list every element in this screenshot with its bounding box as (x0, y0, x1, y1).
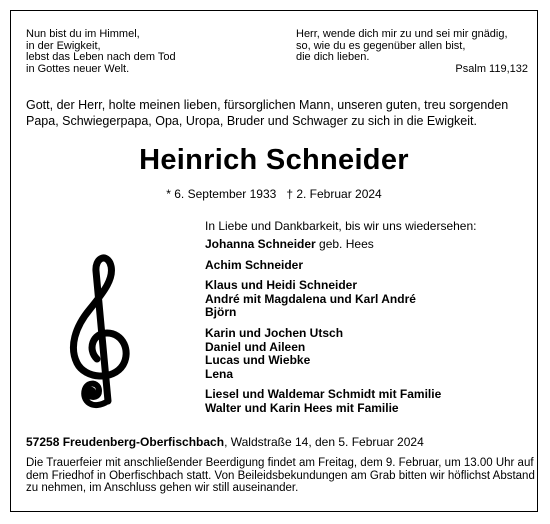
funeral-line: dem Friedhof in Oberfischbach statt. Von Beileidsbekundungen am Grab bitten wir höflichst Abstand (26, 469, 535, 482)
mourner-line: Lucas und Wiebke (205, 353, 311, 368)
address-place: 57258 Freudenberg-Oberfischbach (26, 435, 225, 449)
mourner-group (205, 388, 525, 415)
verse-right-line: so, wie du es gegenüber allen bist, (296, 39, 466, 52)
treble-clef-icon (63, 251, 135, 411)
intro-line: Gott, der Herr, holte meinen lieben, fürsorglichen Mann, unseren guten, treu sorgenden (26, 98, 509, 112)
mourner-group (205, 259, 525, 273)
mourner-group (205, 327, 525, 381)
deceased-name: Heinrich Schneider (139, 144, 409, 176)
verse-left-line: in der Ewigkeit, (26, 39, 101, 52)
intro-text (26, 97, 531, 129)
mourner-group (205, 238, 525, 252)
intro-line: Papa, Schwiegerpapa, Opa, Uropa, Bruder und Schwager zu sich in die Ewigkeit. (26, 114, 477, 128)
obituary-notice (10, 10, 538, 512)
mourner-line (205, 238, 525, 252)
funeral-line: Die Trauerfeier mit anschließender Beerdigung findet am Freitag, dem 9. Februar, um 13.00 Uhr auf (26, 457, 534, 469)
verse-left-line: Nun bist du im Himmel, (26, 28, 140, 40)
verse-left-line: lebst das Leben nach dem Tod (26, 51, 176, 63)
verse-right-line: die dich lieben. (296, 51, 370, 63)
mourner-line: Lena (205, 366, 234, 381)
mourner-group (205, 279, 525, 320)
funeral-info (26, 457, 535, 495)
verse-right-line: Herr, wende dich mir zu und sei mir gnädig, (296, 28, 508, 40)
funeral-line: zu nehmen, im Anschluss gehen wir still auseinander. (26, 482, 299, 494)
mourner-line: Achim Schneider (205, 257, 304, 272)
mourner-line: Walter und Karin Hees mit Familie (205, 400, 399, 415)
address-line (26, 435, 531, 449)
address-date: , Waldstraße 14, den 5. Februar 2024 (224, 435, 424, 449)
spouse-maiden-name: geb. Hees (315, 237, 374, 251)
mourners-list (205, 218, 525, 423)
mourner-line: Björn (205, 305, 237, 320)
mourner-line: Daniel und Aileen (205, 339, 306, 354)
mourners-lead: In Liebe und Dankbarkeit, bis wir uns wiedersehen: (205, 219, 477, 233)
verse-left-line: in Gottes neuer Welt. (26, 62, 130, 75)
life-dates (11, 187, 537, 201)
mourner-line: Liesel und Waldemar Schmidt mit Familie (205, 387, 442, 402)
mourner-line: André mit Magdalena und Karl André (205, 291, 416, 306)
death-date: † 2. Februar 2024 (286, 187, 382, 201)
psalm-reference: Psalm 119,132 (455, 62, 528, 75)
verse-left (26, 29, 266, 75)
spouse-name: Johanna Schneider (205, 237, 316, 251)
mourner-line: Klaus und Heidi Schneider (205, 278, 358, 293)
birth-date: * 6. September 1933 (166, 187, 277, 201)
verse-right (296, 29, 528, 75)
mourner-line: Karin und Jochen Utsch (205, 325, 344, 340)
